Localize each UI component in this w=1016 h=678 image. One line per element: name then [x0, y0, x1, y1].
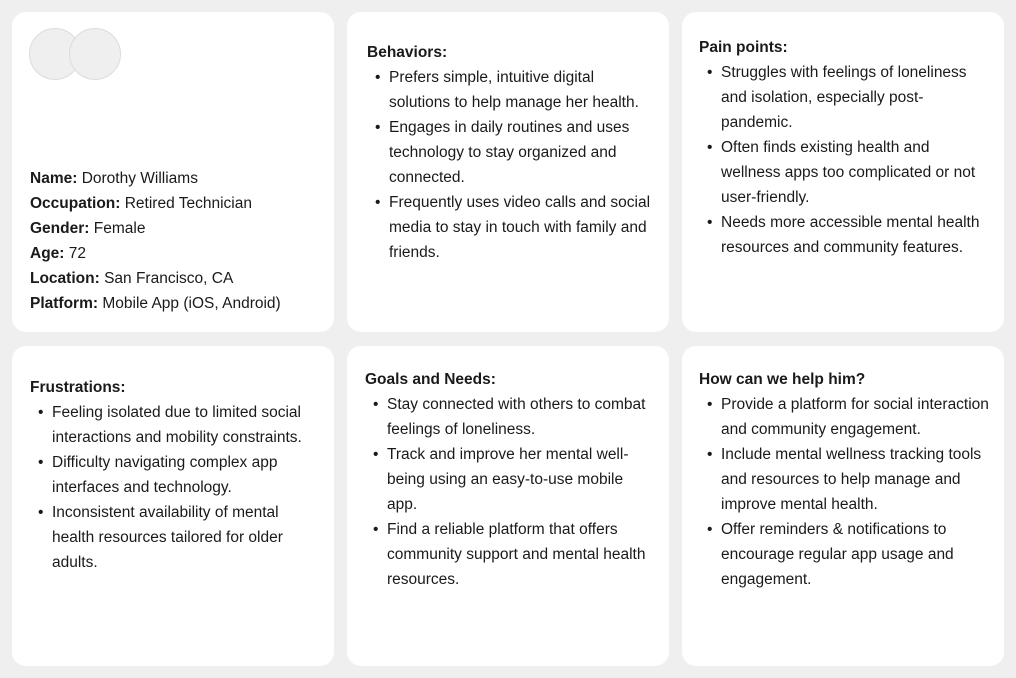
list-item: • Struggles with feelings of loneliness and isolation, especially post-pandemic.: [699, 60, 990, 135]
list-item: • Prefers simple, intuitive digital solutions to help manage her health.: [367, 65, 655, 115]
behaviors-title: Behaviors:: [367, 44, 448, 61]
help-section: [699, 367, 990, 592]
profile-platform-row: [30, 291, 281, 316]
goals-section: [365, 367, 655, 592]
profile-name-label: Name:: [30, 170, 78, 187]
pain-points-list: [699, 60, 990, 260]
list-item: • Engages in daily routines and uses technology to stay organized and connected.: [367, 115, 655, 190]
list-item: • Needs more accessible mental health resources and community features.: [699, 210, 990, 260]
goals-list: [365, 392, 655, 592]
frustrations-section: [30, 375, 320, 575]
profile-name-row: [30, 166, 281, 191]
pain-points-title: Pain points:: [699, 39, 788, 56]
profile-location-label: Location:: [30, 270, 100, 287]
help-card: [682, 346, 1004, 666]
goals-title: Goals and Needs:: [365, 371, 496, 388]
profile-location-value: San Francisco, CA: [104, 270, 234, 287]
behaviors-list: [367, 65, 655, 265]
list-item: • Frequently uses video calls and social media to stay in touch with family and friends.: [367, 190, 655, 265]
list-item: • Provide a platform for social interaction and community engagement.: [699, 392, 990, 442]
list-item: • Find a reliable platform that offers community support and mental health resources.: [365, 517, 655, 592]
profile-occupation-label: Occupation:: [30, 195, 121, 212]
profile-location-row: [30, 266, 281, 291]
behaviors-card: [347, 12, 669, 332]
profile-platform-label: Platform:: [30, 295, 99, 312]
profile-gender-value: Female: [93, 220, 146, 237]
profile-card: [12, 12, 334, 332]
profile-occupation-row: [30, 191, 281, 216]
avatar: [69, 28, 121, 80]
list-item: • Stay connected with others to combat feelings of loneliness.: [365, 392, 655, 442]
profile-gender-label: Gender:: [30, 220, 90, 237]
profile-name-value: Dorothy Williams: [81, 170, 198, 187]
profile-age-row: [30, 241, 281, 266]
pain-points-card: [682, 12, 1004, 332]
profile-gender-row: [30, 216, 281, 241]
behaviors-section: [367, 40, 655, 265]
profile-details: [30, 166, 281, 316]
frustrations-card: [12, 346, 334, 666]
list-item: • Often finds existing health and wellness apps too complicated or not user-friendly.: [699, 135, 990, 210]
profile-occupation-value: Retired Technician: [124, 195, 252, 212]
list-item: • Offer reminders & notifications to encourage regular app usage and engagement.: [699, 517, 990, 592]
avatar-group: [29, 28, 123, 80]
list-item: • Feeling isolated due to limited social interactions and mobility constraints.: [30, 400, 320, 450]
profile-age-label: Age:: [30, 245, 65, 262]
list-item: • Track and improve her mental well-being using an easy-to-use mobile app.: [365, 442, 655, 517]
frustrations-list: [30, 400, 320, 575]
help-title: How can we help him?: [699, 371, 866, 388]
list-item: • Difficulty navigating complex app interfaces and technology.: [30, 450, 320, 500]
list-item: • Include mental wellness tracking tools and resources to help manage and improve mental health.: [699, 442, 990, 517]
list-item: • Inconsistent availability of mental health resources tailored for older adults.: [30, 500, 320, 575]
profile-age-value: 72: [68, 245, 87, 262]
profile-platform-value: Mobile App (iOS, Android): [102, 295, 281, 312]
help-list: [699, 392, 990, 592]
frustrations-title: Frustrations:: [30, 379, 126, 396]
goals-card: [347, 346, 669, 666]
pain-points-section: [699, 35, 990, 260]
